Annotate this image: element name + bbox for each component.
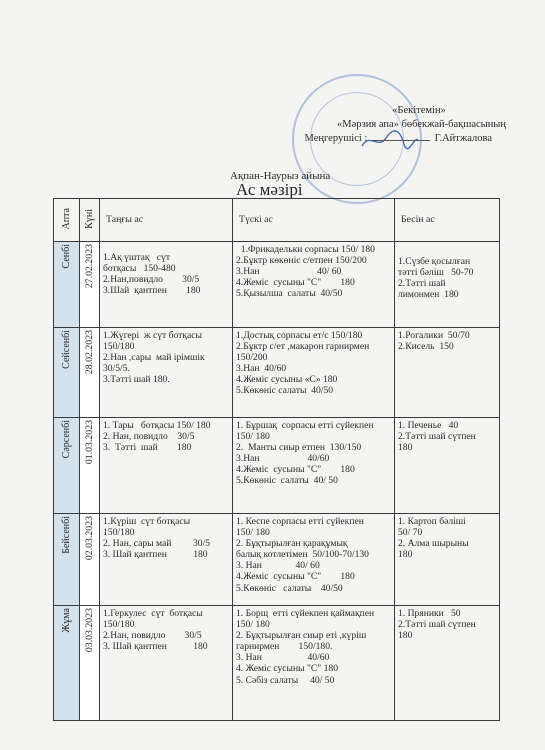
table-header-row [54,199,500,242]
breakfast-cell: 1.Күріш сүт ботқасы 150/180 2. Нан, сары май 30/5 3. Шай қантпен 180 [100,514,233,606]
breakfast-cell: 1.Ақ үштақ сүт ботқасы 150-480 2.Нан,повидло 30/5 3.Шай қантпен 180 [100,242,233,328]
lunch-cell: 1. Борщ етті сүйекпен қаймақпен 150/ 180 2. Бұқтырылған сиыр еті ,күріш гарнирмен 150/180. 3. Нан 40/60 4. Жеміс сусыны "С" 180 5. Сәбіз салаты 40/ 50 [233,606,395,721]
table-row [54,242,500,328]
period-label: Ақпан-Наурыз айына [230,170,331,182]
lunch-cell: 1.Фрикадельки сорпасы 150/ 180 2.Бұктр көкөніс с/етпен 150/200 3.Нан 40/ 60 4.Жеміс сусыны "С" 180 5.Қызылша салаты 40/50 [233,242,395,328]
date-cell: 01.03.2023 [80,418,100,514]
breakfast-cell: 1.Геркулес сүт ботқасы 150/180 2.Нан, повидло 30/5 3. Шай қантпен 180 [100,606,233,721]
approval-head-name: Г.Айтжалова [434,133,492,144]
date-cell: 02.03.2023 [80,514,100,606]
page-title: Ас мәзірі [236,180,303,199]
lunch-cell: 1. Кеспе сорпасы етті сүйекпен 150/ 180 2. Бұқтырылған қарақұмық балық котлетімен 50/100-70/130 3. Нан 40/ 60 4.Жеміс сусыны "С" 180 5.Көкөніс салаты 40/50 [233,514,395,606]
approval-org: «Мәрзия апа» бөбекжай-бақшасының [337,119,506,130]
weekday-cell: Сәрсенбі [54,418,80,514]
breakfast-cell: 1. Тары ботқасы 150/ 180 2. Нан, повидло 30/5 3. Тәтті шай 180 [100,418,233,514]
breakfast-cell: 1.Жүгері ж сүт ботқасы 150/180 2.Нан ,сары май ірімшік 30/5/5. 3.Тәтті шай 180. [100,328,233,418]
header-day: Күні [80,199,100,242]
approval-block [270,104,510,146]
menu-table [53,198,500,721]
snack-cell: 1. Картоп бәліші 50/ 70 2. Алма шырыны 180 [395,514,500,606]
table-row [54,606,500,721]
approval-heading: «Бекітемін» [392,105,446,116]
table-row [54,418,500,514]
approval-head-label: Меңгерушісі : [304,133,368,144]
header-snack: Бесін ас [395,199,500,242]
lunch-cell: 1.Достық сорпасы ет/с 150/180 2.Бұктр с/ет ,макарон гарнирмен 150/200 3.Нан 40/60 4.Жеміс сусыны «С» 180 5.Көкөніс салаты 40/50 [233,328,395,418]
lunch-cell: 1. Бұршақ сорпасы етті сүйекпен 150/ 180 2. Манты сиыр етпен 130/150 3.Нан 40/60 4.Жеміс сусыны "С" 180 5.Көкөніс салаты 40/ 50 [233,418,395,514]
approval-head [270,132,510,146]
header-breakfast: Таңғы ас [100,199,233,242]
date-cell: 03.03.2023 [80,606,100,721]
header-lunch: Түскі ас [233,199,395,242]
date-cell: 28.02.2023 [80,328,100,418]
snack-cell: 1.Рогалики 50/70 2.Кисель 150 [395,328,500,418]
date-cell: 27.02.2023 [80,242,100,328]
weekday-cell: Бейсенбі [54,514,80,606]
weekday-cell: Сейсенбі [54,328,80,418]
snack-cell: 1. Пряники 50 2.Тәтті шай сүтпен 180 [395,606,500,721]
snack-cell: 1.Сүзбе қосылған тәтті бәліш 50-70 2.Тәтті шай лимонмен 180 [395,242,500,328]
snack-cell: 1. Печенье 40 2.Тәтті шай сүтпен 180 [395,418,500,514]
weekday-cell: Сенбі [54,242,80,328]
table-row [54,328,500,418]
table-row [54,514,500,606]
weekday-cell: Жұма [54,606,80,721]
header-week: Апта [54,199,80,242]
